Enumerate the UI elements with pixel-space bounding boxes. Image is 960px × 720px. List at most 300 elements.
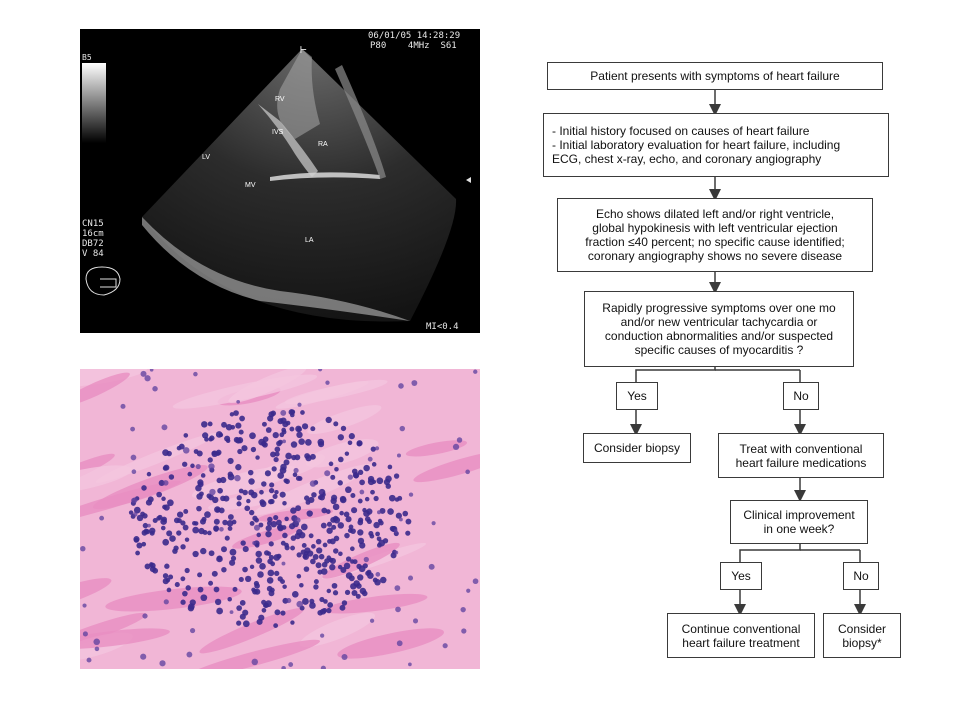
lymphocyte-nucleus: [321, 523, 327, 529]
lymphocyte-nucleus: [279, 432, 284, 437]
lymphocyte-nucleus: [273, 432, 279, 438]
lymphocyte-nucleus: [220, 496, 226, 502]
lymphocyte-nucleus: [236, 605, 242, 611]
lymphocyte-nucleus: [329, 462, 334, 467]
histology-image: [80, 369, 480, 669]
lymphocyte-nucleus: [215, 599, 221, 605]
lymphocyte-nucleus: [340, 567, 346, 573]
lymphocyte-nucleus: [207, 531, 212, 536]
scattered-nucleus: [408, 576, 413, 581]
lymphocyte-nucleus: [285, 453, 292, 460]
scattered-nucleus: [99, 516, 104, 521]
lymphocyte-nucleus: [295, 505, 301, 511]
lymphocyte-nucleus: [304, 547, 310, 553]
scattered-nucleus: [398, 383, 404, 389]
lymphocyte-nucleus: [362, 508, 366, 512]
scattered-nucleus: [296, 601, 303, 608]
lymphocyte-nucleus: [350, 493, 355, 498]
lymphocyte-nucleus: [305, 439, 312, 446]
lymphocyte-nucleus: [261, 481, 266, 486]
lymphocyte-nucleus: [245, 576, 251, 582]
node-improvement: Clinical improvement in one week?: [730, 500, 868, 544]
lymphocyte-nucleus: [300, 410, 305, 415]
lymphocyte-nucleus: [311, 492, 317, 498]
scattered-nucleus: [400, 426, 405, 431]
scattered-nucleus: [409, 492, 413, 496]
node-continue: Continue conventional heart failure treatment: [667, 613, 815, 658]
lymphocyte-nucleus: [192, 521, 197, 526]
lymphocyte-nucleus: [327, 602, 333, 608]
scattered-nucleus: [364, 557, 369, 562]
lymphocyte-nucleus: [272, 494, 277, 499]
lymphocyte-nucleus: [363, 563, 368, 568]
lymphocyte-nucleus: [224, 436, 230, 442]
label-lv: LV: [202, 154, 211, 161]
lymphocyte-nucleus: [149, 528, 155, 534]
lymphocyte-nucleus: [326, 417, 332, 423]
lymphocyte-nucleus: [350, 559, 354, 563]
lymphocyte-nucleus: [251, 447, 256, 452]
top-marker: ⊢: [300, 43, 307, 56]
lymphocyte-nucleus: [248, 489, 254, 495]
lymphocyte-nucleus: [274, 490, 278, 494]
lymphocyte-nucleus: [214, 519, 220, 525]
scattered-nucleus: [286, 598, 291, 603]
lymphocyte-nucleus: [147, 472, 151, 476]
lymphocyte-nucleus: [299, 532, 305, 538]
scattered-nucleus: [460, 607, 465, 612]
lymphocyte-nucleus: [332, 583, 338, 589]
lymphocyte-nucleus: [313, 554, 319, 560]
probe-info: P80 4MHz S61: [370, 41, 457, 51]
lymphocyte-nucleus: [201, 473, 206, 478]
lymphocyte-nucleus: [349, 575, 355, 581]
muscle-fiber: [322, 590, 428, 618]
lymphocyte-nucleus: [296, 432, 302, 438]
probe-orientation-icon: [86, 267, 120, 295]
lymphocyte-nucleus: [301, 524, 308, 531]
lymphocyte-nucleus: [282, 584, 286, 588]
lymphocyte-nucleus: [265, 470, 271, 476]
lymphocyte-nucleus: [345, 590, 350, 595]
node-consider-biopsy-2: Consider biopsy*: [823, 613, 901, 658]
grayscale-label: B5: [82, 53, 92, 62]
lymphocyte-nucleus: [163, 466, 168, 471]
lymphocyte-nucleus: [262, 422, 267, 427]
lymphocyte-nucleus: [254, 583, 260, 589]
param-3: V 84: [82, 249, 104, 259]
lymphocyte-nucleus: [302, 543, 307, 548]
lymphocyte-nucleus: [266, 525, 272, 531]
lymphocyte-nucleus: [268, 411, 274, 417]
lymphocyte-nucleus: [246, 499, 250, 503]
lymphocyte-nucleus: [200, 548, 206, 554]
scattered-nucleus: [321, 666, 326, 669]
scattered-nucleus: [397, 453, 401, 457]
lymphocyte-nucleus: [273, 515, 278, 520]
lymphocyte-nucleus: [208, 422, 213, 427]
lymphocyte-nucleus: [374, 579, 380, 585]
scattered-nucleus: [413, 618, 418, 623]
lymphocyte-nucleus: [261, 441, 266, 446]
scattered-nucleus: [236, 400, 240, 404]
lymphocyte-nucleus: [250, 565, 254, 569]
scattered-nucleus: [394, 585, 400, 591]
lymphocyte-nucleus: [197, 479, 203, 485]
lymphocyte-nucleus: [284, 517, 288, 521]
lymphocyte-nucleus: [180, 520, 185, 525]
scattered-nucleus: [295, 517, 301, 523]
lymphocyte-nucleus: [212, 497, 218, 503]
histology-svg: [80, 369, 480, 669]
scattered-nucleus: [190, 628, 195, 633]
lymphocyte-nucleus: [292, 591, 299, 598]
lymphocyte-nucleus: [234, 437, 240, 443]
lymphocyte-nucleus: [239, 577, 244, 582]
lymphocyte-nucleus: [269, 499, 274, 504]
lymphocyte-nucleus: [208, 581, 213, 586]
scattered-nucleus: [142, 613, 147, 618]
mi-readout: MI<0.4: [426, 322, 459, 332]
lymphocyte-nucleus: [345, 451, 349, 455]
lymphocyte-nucleus: [197, 451, 203, 457]
lymphocyte-nucleus: [216, 608, 223, 615]
lymphocyte-nucleus: [303, 554, 309, 560]
lymphocyte-nucleus: [384, 479, 390, 485]
lymphocyte-nucleus: [146, 500, 152, 506]
lymphocyte-nucleus: [201, 421, 207, 427]
lymphocyte-nucleus: [163, 573, 168, 578]
lymphocyte-nucleus: [182, 462, 187, 467]
lymphocyte-nucleus: [177, 446, 182, 451]
lymphocyte-nucleus: [141, 485, 147, 491]
lymphocyte-nucleus: [387, 508, 394, 515]
lymphocyte-nucleus: [333, 421, 338, 426]
lymphocyte-nucleus: [274, 457, 279, 462]
lymphocyte-nucleus: [183, 509, 188, 514]
lymphocyte-nucleus: [267, 577, 274, 584]
lymphocyte-nucleus: [359, 542, 365, 548]
lymphocyte-nucleus: [209, 435, 214, 440]
lymphocyte-nucleus: [237, 449, 242, 454]
lymphocyte-nucleus: [348, 440, 353, 445]
scattered-nucleus: [141, 371, 147, 377]
scattered-nucleus: [461, 628, 466, 633]
scattered-nucleus: [368, 457, 373, 462]
lymphocyte-nucleus: [294, 454, 300, 460]
lymphocyte-nucleus: [227, 597, 232, 602]
scattered-nucleus: [133, 512, 137, 516]
lymphocyte-nucleus: [331, 498, 337, 504]
scattered-nucleus: [254, 525, 260, 531]
lymphocyte-nucleus: [180, 600, 185, 605]
scattered-nucleus: [132, 469, 137, 474]
lymphocyte-nucleus: [250, 521, 255, 526]
lymphocyte-nucleus: [248, 470, 254, 476]
lymphocyte-nucleus: [202, 517, 207, 522]
lymphocyte-nucleus: [270, 588, 275, 593]
lymphocyte-nucleus: [374, 496, 379, 501]
lymphocyte-nucleus: [257, 571, 264, 578]
lymphocyte-nucleus: [350, 528, 356, 534]
lymphocyte-nucleus: [162, 539, 169, 546]
lymphocyte-nucleus: [357, 574, 363, 580]
lymphocyte-nucleus: [389, 495, 396, 502]
scattered-nucleus: [87, 658, 92, 663]
lymphocyte-nucleus: [289, 427, 294, 432]
depth-marker-icon: [466, 177, 471, 183]
muscle-fiber: [171, 369, 319, 415]
scattered-nucleus: [325, 381, 329, 385]
lymphocyte-nucleus: [298, 438, 305, 445]
lymphocyte-nucleus: [265, 531, 271, 537]
lymphocyte-nucleus: [163, 578, 169, 584]
lymphocyte-nucleus: [282, 501, 286, 505]
lymphocyte-nucleus: [199, 491, 204, 496]
scattered-nucleus: [209, 489, 215, 495]
lymphocyte-nucleus: [135, 551, 140, 556]
lymphocyte-nucleus: [236, 501, 241, 506]
lymphocyte-nucleus: [326, 528, 332, 534]
scattered-nucleus: [399, 518, 403, 522]
scattered-nucleus: [150, 369, 154, 372]
lymphocyte-nucleus: [180, 576, 185, 581]
lymphocyte-nucleus: [367, 519, 372, 524]
lymphocyte-nucleus: [243, 620, 250, 627]
scattered-nucleus: [432, 521, 436, 525]
lymphocyte-nucleus: [254, 518, 259, 523]
lymphocyte-nucleus: [167, 588, 172, 593]
lymphocyte-nucleus: [333, 548, 338, 553]
scattered-nucleus: [147, 524, 151, 528]
lymphocyte-nucleus: [249, 432, 256, 439]
lymphocyte-nucleus: [405, 519, 411, 525]
lymphocyte-nucleus: [172, 548, 178, 554]
lymphocyte-nucleus: [330, 558, 336, 564]
scattered-nucleus: [140, 654, 146, 660]
lymphocyte-nucleus: [235, 464, 241, 470]
echo-svg: [80, 29, 480, 333]
scattered-nucleus: [429, 564, 435, 570]
scattered-nucleus: [95, 647, 100, 652]
lymphocyte-nucleus: [372, 462, 377, 467]
scattered-nucleus: [319, 491, 323, 495]
label-ivs: IVS: [272, 129, 284, 136]
scattered-nucleus: [234, 475, 240, 481]
lymphocyte-nucleus: [233, 587, 238, 592]
lymphocyte-nucleus: [235, 423, 241, 429]
scattered-nucleus: [159, 660, 165, 666]
lymphocyte-nucleus: [297, 552, 302, 557]
lymphocyte-nucleus: [242, 490, 248, 496]
lymphocyte-nucleus: [276, 441, 282, 447]
scattered-nucleus: [318, 369, 322, 371]
lymphocyte-nucleus: [176, 530, 181, 535]
lymphocyte-nucleus: [342, 600, 347, 605]
scattered-nucleus: [394, 551, 398, 555]
lymphocyte-nucleus: [338, 480, 343, 485]
lymphocyte-nucleus: [264, 550, 269, 555]
lymphocyte-nucleus: [183, 525, 189, 531]
param-0: CN15: [82, 219, 104, 229]
branch-question: [636, 365, 715, 382]
node-no2: No: [843, 562, 879, 590]
lymphocyte-nucleus: [327, 522, 332, 527]
lymphocyte-nucleus: [338, 522, 344, 528]
lymphocyte-nucleus: [353, 472, 359, 478]
lymphocyte-nucleus: [357, 529, 363, 535]
label-ra: RA: [318, 141, 328, 148]
lymphocyte-nucleus: [330, 475, 335, 480]
lymphocyte-nucleus: [344, 512, 350, 518]
lymphocyte-nucleus: [162, 505, 167, 510]
lymphocyte-nucleus: [338, 457, 344, 463]
label-mv: MV: [245, 182, 256, 189]
lymphocyte-nucleus: [240, 600, 246, 606]
lymphocyte-nucleus: [214, 506, 221, 513]
lymphocyte-nucleus: [203, 530, 208, 535]
scattered-nucleus: [293, 468, 298, 473]
node-echo-shows: Echo shows dilated left and/or right ventricle, global hypokinesis with left ventricular ejection fraction ≤40 percent; no specific cause identified; coronary angiography shows no severe disease: [557, 198, 873, 272]
grayscale-bar: [82, 63, 106, 143]
scattered-nucleus: [443, 643, 448, 648]
lymphocyte-nucleus: [241, 445, 247, 451]
scattered-nucleus: [297, 403, 301, 407]
scattered-nucleus: [219, 527, 224, 532]
lymphocyte-nucleus: [289, 523, 295, 529]
lymphocyte-nucleus: [240, 540, 245, 545]
lymphocyte-nucleus: [221, 422, 227, 428]
lymphocyte-nucleus: [185, 568, 190, 573]
lymphocyte-nucleus: [273, 623, 278, 628]
lymphocyte-nucleus: [221, 567, 226, 572]
lymphocyte-nucleus: [225, 536, 230, 541]
lymphocyte-nucleus: [272, 466, 277, 471]
lymphocyte-nucleus: [316, 539, 322, 545]
lymphocyte-nucleus: [370, 534, 375, 539]
lymphocyte-nucleus: [259, 563, 266, 570]
lymphocyte-nucleus: [212, 571, 218, 577]
lymphocyte-nucleus: [202, 432, 208, 438]
lymphocyte-nucleus: [327, 589, 331, 593]
lymphocyte-nucleus: [340, 496, 346, 502]
lymphocyte-nucleus: [395, 497, 399, 501]
lymphocyte-nucleus: [153, 518, 158, 523]
muscle-fiber: [80, 572, 114, 620]
scattered-nucleus: [282, 562, 286, 566]
lymphocyte-nucleus: [277, 472, 284, 479]
node-presents: Patient presents with symptoms of heart failure: [547, 62, 883, 90]
scattered-nucleus: [457, 437, 462, 442]
lymphocyte-nucleus: [316, 562, 322, 568]
scattered-nucleus: [394, 529, 398, 533]
lymphocyte-nucleus: [149, 562, 153, 566]
scattered-nucleus: [164, 599, 169, 604]
scattered-nucleus: [288, 662, 293, 667]
lymphocyte-nucleus: [320, 609, 326, 615]
lymphocyte-nucleus: [365, 497, 369, 501]
lymphocyte-nucleus: [280, 464, 287, 471]
lymphocyte-nucleus: [277, 524, 283, 530]
lymphocyte-nucleus: [317, 439, 324, 446]
lymphocyte-nucleus: [227, 520, 234, 527]
lymphocyte-nucleus: [166, 530, 172, 536]
lymphocyte-nucleus: [192, 527, 199, 534]
lymphocyte-nucleus: [338, 434, 344, 440]
scattered-nucleus: [375, 446, 379, 450]
lymphocyte-nucleus: [308, 497, 314, 503]
lymphocyte-nucleus: [175, 582, 180, 587]
lymphocyte-nucleus: [356, 594, 361, 599]
lymphocyte-nucleus: [266, 427, 272, 433]
lymphocyte-nucleus: [169, 535, 176, 542]
lymphocyte-nucleus: [307, 510, 313, 516]
lymphocyte-nucleus: [298, 476, 303, 481]
lymphocyte-nucleus: [326, 608, 331, 613]
lymphocyte-nucleus: [309, 533, 314, 538]
lymphocyte-nucleus: [220, 477, 226, 483]
param-2: DB72: [82, 239, 104, 249]
branch-improvement: [740, 544, 800, 562]
lymphocyte-nucleus: [316, 547, 322, 553]
lymphocyte-nucleus: [169, 474, 174, 479]
lymphocyte-nucleus: [150, 566, 156, 572]
lymphocyte-nucleus: [236, 621, 241, 626]
scattered-nucleus: [397, 640, 403, 646]
lymphocyte-nucleus: [161, 517, 167, 523]
lymphocyte-nucleus: [358, 499, 363, 504]
lymphocyte-nucleus: [310, 454, 316, 460]
lymphocyte-nucleus: [269, 488, 274, 493]
lymphocyte-nucleus: [280, 492, 286, 498]
lymphocyte-nucleus: [182, 591, 188, 597]
lymphocyte-nucleus: [290, 409, 295, 414]
scattered-nucleus: [411, 380, 417, 386]
lymphocyte-nucleus: [188, 603, 195, 610]
lymphocyte-nucleus: [317, 570, 322, 575]
lymphocyte-nucleus: [230, 549, 237, 556]
lymphocyte-nucleus: [164, 564, 169, 569]
lymphocyte-nucleus: [248, 478, 254, 484]
lymphocyte-nucleus: [358, 517, 363, 522]
lymphocyte-nucleus: [186, 585, 191, 590]
lymphocyte-nucleus: [311, 544, 316, 549]
node-question: Rapidly progressive symptoms over one mo and/or new ventricular tachycardia or conduction abnormalities and/or suspected specific causes of myocarditis ?: [584, 291, 854, 367]
lymphocyte-nucleus: [363, 465, 369, 471]
lymphocyte-nucleus: [351, 507, 357, 513]
lymphocyte-nucleus: [187, 472, 192, 477]
scattered-nucleus: [161, 424, 167, 430]
lymphocyte-nucleus: [314, 579, 319, 584]
lymphocyte-nucleus: [156, 492, 162, 498]
lymphocyte-nucleus: [330, 538, 336, 544]
lymphocyte-nucleus: [216, 431, 223, 438]
scattered-nucleus: [324, 470, 330, 476]
lymphocyte-nucleus: [242, 567, 248, 573]
lymphocyte-nucleus: [302, 598, 309, 605]
lymphocyte-nucleus: [375, 532, 380, 537]
lymphocyte-nucleus: [177, 511, 183, 517]
scattered-nucleus: [280, 410, 286, 416]
lymphocyte-nucleus: [240, 614, 246, 620]
lymphocyte-nucleus: [285, 479, 290, 484]
lymphocyte-nucleus: [270, 451, 276, 457]
lymphocyte-nucleus: [267, 559, 273, 565]
lymphocyte-nucleus: [204, 511, 211, 518]
lymphocyte-nucleus: [383, 538, 388, 543]
lymphocyte-nucleus: [350, 546, 355, 551]
lymphocyte-nucleus: [243, 546, 249, 552]
